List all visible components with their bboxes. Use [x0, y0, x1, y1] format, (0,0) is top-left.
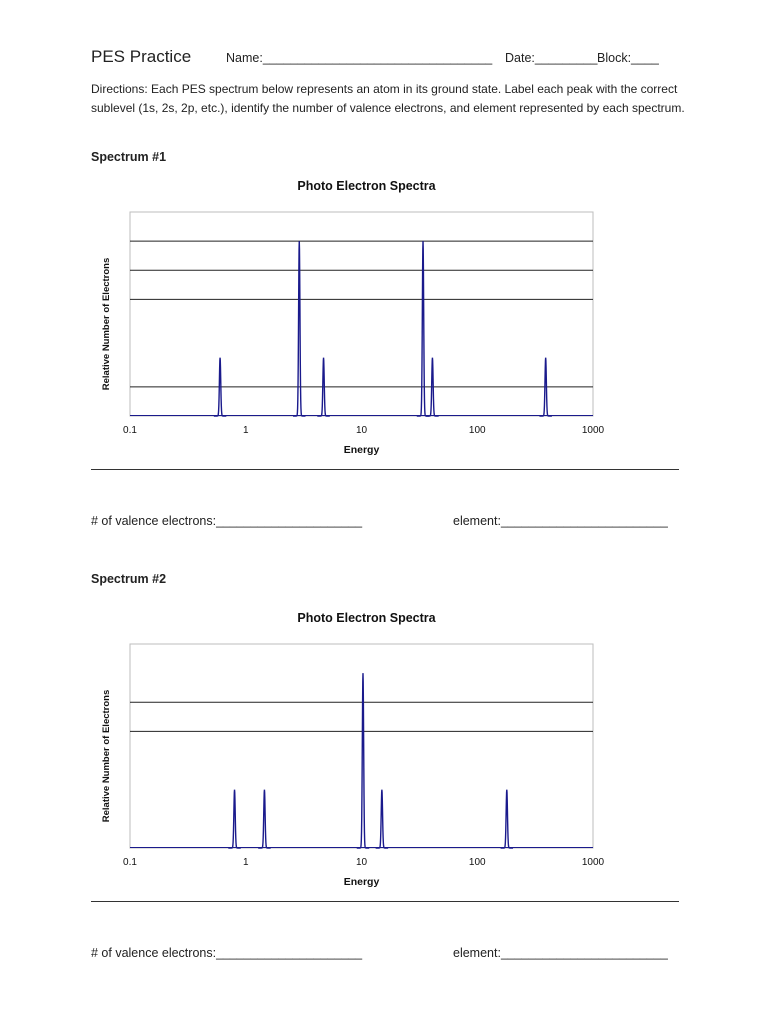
spectrum-1-valence-field: # of valence electrons:_____________________	[91, 514, 363, 528]
x-tick-label: 1	[242, 857, 249, 868]
spectrum-1-chart	[90, 172, 690, 464]
x-tick-label: 0.1	[123, 425, 137, 436]
directions-text: Directions: Each PES spectrum below represents an atom in its ground state. Label each peak with the correct sublevel (1s, 2s, 2p, etc.), identify the number of valence electrons, and element represented by each spectrum.	[91, 82, 685, 115]
x-axis-label: Energy	[343, 444, 380, 456]
spectrum-peak	[417, 241, 430, 416]
spectrum-peak	[293, 241, 306, 416]
spectrum-peak	[501, 790, 514, 848]
y-axis-label: Relative Number of Electrons	[101, 689, 112, 823]
spectrum-1-label: Spectrum #1	[91, 150, 167, 164]
spectrum-2-valence-field: # of valence electrons:_____________________	[91, 946, 363, 960]
chart-title: Photo Electron Spectra	[297, 179, 436, 193]
divider-line	[91, 901, 679, 902]
plot-area	[130, 212, 593, 416]
spectrum-peak	[376, 790, 389, 848]
x-tick-label: 1	[242, 425, 249, 436]
spectrum-2-chart	[90, 604, 690, 896]
y-axis-label: Relative Number of Electrons	[101, 257, 112, 391]
x-tick-label: 10	[355, 857, 368, 868]
spectrum-2-element-field: element:________________________	[453, 946, 668, 960]
page-title: PES Practice	[91, 47, 192, 66]
name-field-label: Name:_________________________________	[226, 51, 493, 65]
x-tick-label: 1000	[581, 857, 605, 868]
spectrum-2-label: Spectrum #2	[91, 572, 167, 586]
x-tick-label: 100	[468, 425, 486, 436]
x-tick-label: 100	[468, 857, 486, 868]
x-tick-label: 0.1	[123, 857, 137, 868]
spectrum-peak	[357, 673, 370, 848]
spectrum-peak	[228, 790, 241, 848]
date-field-label: Date:_________	[505, 51, 598, 65]
block-field-label: Block:____	[597, 51, 659, 65]
x-tick-label: 1000	[581, 425, 605, 436]
spectrum-peak	[258, 790, 271, 848]
chart-title: Photo Electron Spectra	[297, 611, 436, 625]
x-tick-label: 10	[355, 425, 368, 436]
spectrum-1-element-field: element:________________________	[453, 514, 668, 528]
divider-line	[91, 469, 679, 470]
x-axis-label: Energy	[343, 876, 380, 888]
